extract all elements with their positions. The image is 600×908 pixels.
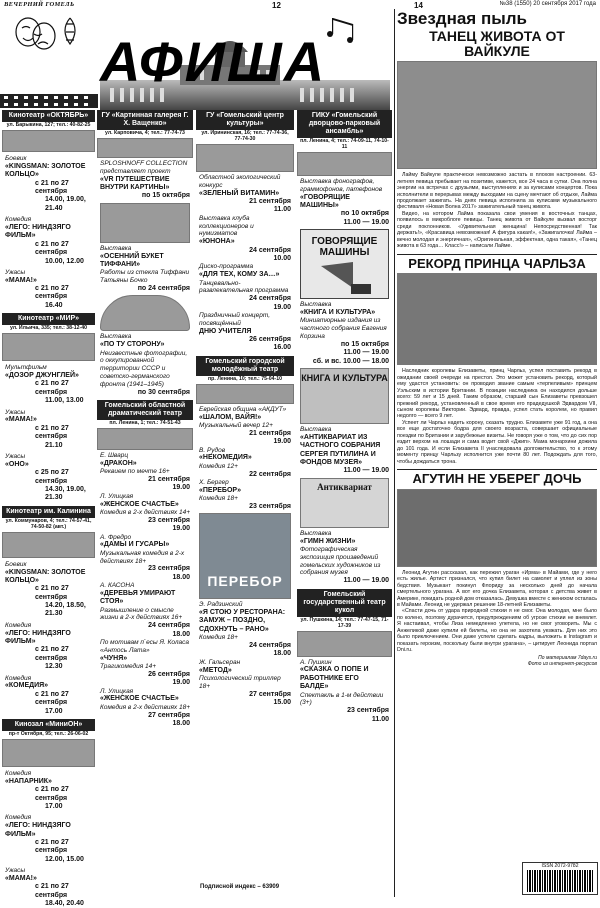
item-genre: Комедия 18+ [199, 495, 238, 503]
item-date: 24 сентября [148, 622, 190, 630]
item-title: «СКАЗКА О ПОПЕ И РАБОТНИКЕ ЕГО БАЛДЕ» [300, 666, 369, 691]
item-title: «Я СТОЮ У РЕСТОРАНА: ЗАМУЖ – ПОЗДНО, СДОХНУТЬ – РАНО» [199, 609, 286, 633]
event-list [2, 770, 95, 908]
item-title: «ЮНОНА» [199, 238, 235, 246]
item-date: 21 сентября [148, 476, 190, 483]
item-time: 11.00 [371, 715, 389, 723]
item-author: В. Рудов [199, 446, 226, 454]
item-date: по 10 октября [340, 210, 389, 218]
venue-address: пр. Ленина, 10; тел.: 75-04-10 [208, 375, 282, 382]
item-genre: Реквием по мечте 16+ [100, 468, 170, 476]
item-time: 11.00 — 19.00 [343, 467, 389, 475]
item-time: 19.00 [172, 484, 190, 492]
film-strip-icon [0, 94, 98, 108]
item-date: 26 сентября [148, 670, 190, 678]
credit-line: Фото из интернет-ресурсов [527, 660, 597, 667]
subscription-index: Подписной индекс – 63909 [200, 884, 280, 890]
item-note: SPLOSHNOFF COLLECTION [100, 160, 188, 168]
item-date: 27 сентября [249, 690, 291, 698]
gramophone-icon [301, 258, 394, 298]
item-title: «ЧУНЯ» [100, 654, 128, 662]
masthead [0, 10, 392, 110]
item-date: 24 сентября [249, 295, 291, 303]
item-author: Еврейская община «АКДУТ» [199, 405, 287, 413]
item-time: 11.00 [273, 206, 291, 214]
performance-list [97, 452, 193, 728]
venue-photo [2, 333, 95, 361]
item-date: 23 сентября [148, 516, 190, 524]
barcode-icon [527, 870, 593, 892]
venue-title: Кинозал «МиниОН» [2, 719, 95, 731]
venue-address: пр-т Октября, 95; тел.: 26-06-02 [8, 731, 89, 738]
item-date: по 24 сентября [137, 285, 190, 292]
item-note: Праздничный концерт, посвящённый [199, 311, 271, 327]
article-paragraph: «Спасти дочь от удара природной стихии я не смог. Она молодая, мне было по колено, поэтому дурачится, предупреждениям об угрозе стихии не внемлет. Я настаивал, чтобы Лиза немедленно улетела, но не смог уговорить. Мы с Анжеликой даже купили ей билеты, но она не захотела уезжать. Для них это было приключением. Они даже успели сделать кадры, выложить в Instagram и показать героизм, поскольку были внутри урагана», – цитирует Леонида портал Dni.ru. [397, 608, 597, 654]
item-title: «ЖЕНСКОЕ СЧАСТЬЕ» [100, 695, 179, 703]
item-title: «ДАМЫ И ГУСАРЫ» [100, 541, 170, 549]
item-time: 11.00 — 19.00 [343, 577, 389, 585]
item-title: «ОСЕННИЙ БУКЕТ ТИФФАНИ» [100, 252, 164, 269]
item-time: 19.00 [273, 303, 291, 311]
article-paragraph: Видео, на котором Лайма показала свои умения в восточных танцах, появилось в микроблоге певицы. Танец живота от Вайкуле вызвал восторг среди поклонников. «Удивительная женщина! Непосредственная! Так держать!», «Красавица невозможная! А фигура какая!», «Зажигалочка! Лайма – вечно молодая и энергичная», «Оригинальная, эффектная, одна такая», «Танец живота в 63 года… Класс!» – написали Лайме. [397, 210, 597, 250]
article-paragraph: Лайму Вайкуле практически невозможно застать в плохом настроении. 63-летняя певица пребывает на позитиве, кажется, все 24 часа в сутки. Она полна энергии на встречах с друзьями, выступлениях и за кулисами концертов. Пока исполнители в перерывах между выходами на сцену мечтают об отдыхе, Лайма продолжает зажигать. На днях певица исполнила за кулисами музыкального фестиваля «Новая Волна 2017» зажигательный танец живота. [397, 172, 597, 211]
pereboр-poster [199, 513, 291, 599]
item-genre: Комедия 18+ [199, 634, 238, 642]
item-genre: Музыкальный вечер 12+ [199, 421, 273, 429]
item-date: 23 сентября [249, 502, 291, 510]
celebrity-news-column [397, 10, 597, 667]
venue-title: Кинотеатр «МИР» [2, 313, 95, 325]
event-times: 14.20, 18.50, 21.30 [45, 602, 86, 618]
event-times: 17.00 [45, 707, 63, 715]
item-title: «ДРАКОН» [100, 459, 137, 467]
venue-photo [196, 144, 294, 172]
paper-name: ВЕЧЕРНИЙ ГОМЕЛЬ [4, 1, 75, 8]
item-note: Выставка [300, 529, 332, 537]
event-genre: Боевик [5, 155, 27, 163]
poster-title: КНИГА И КУЛЬТУРА [301, 372, 388, 383]
item-date: по 30 сентября [137, 388, 190, 396]
exhibit-list [97, 160, 193, 397]
venue-photo [297, 152, 392, 176]
antique-poster [300, 478, 389, 528]
item-title: «ГИМН ЖИЗНИ» [300, 537, 356, 545]
event-dates: с 21 по 27 сентября [35, 240, 69, 257]
event-times: 12.30 [45, 663, 63, 671]
event-times: 12.00, 15.00 [45, 855, 84, 863]
event-times: 21.10 [45, 441, 63, 449]
item-description: Танцевально-развлекательная программа [199, 279, 289, 295]
item-genre: Трагикомедия 14+ [100, 663, 156, 671]
item-author: Ж. Гальсеран [199, 658, 241, 666]
item-note: Диско-программа [199, 263, 254, 271]
gramophone-poster [300, 229, 389, 299]
venue-address: ул. Коммунаров, 4; тел.: 74-57-41, 74-50-82 (авт.) [5, 517, 92, 530]
event-title: «ЛЕГО: НИНДЗЯГО ФИЛЬМ» [5, 629, 71, 646]
item-date: 24 сентября [249, 642, 291, 650]
issue-info: №38 (1550) 20 сентября 2017 года [499, 1, 596, 7]
item-genre: Психологический триллер 18+ [199, 675, 281, 690]
event-title: «МАМА!» [5, 416, 37, 424]
venue-photo [2, 739, 95, 767]
event-dates: с 21 по 27 сентября [35, 585, 69, 601]
item-title: «ЗЕЛЕНЫЙ ВИТАМИН» [199, 189, 280, 197]
venue-title: Гомельский государственный театр кукол [297, 589, 392, 617]
event-times: 18.40, 20.40 [45, 900, 84, 908]
event-times: 11.00, 13.00 [45, 397, 84, 405]
item-title: «ГОВОРЯЩИЕ МАШИНЫ» [300, 193, 350, 210]
venue-address: ул. Барыкина, 127; тел.: 40-82-25 [6, 122, 91, 129]
event-dates: с 21 по 27 сентября [35, 285, 69, 301]
event-list [196, 174, 294, 353]
item-genre: Спектакль в 1-м действии (3+) [300, 691, 384, 707]
column-cinemas [2, 110, 95, 908]
performance-list [297, 659, 392, 724]
item-author: Е. Шварц [100, 452, 129, 460]
item-author: Л. Улицкая [100, 687, 134, 695]
item-time: 19.00 [273, 438, 291, 446]
event-times: 14.30, 19.00, 21.30 [45, 485, 86, 502]
item-description: Неизвестные фотографии, о оккупированной территории СССР и советско-германского фронта (1941–1945) [100, 349, 188, 388]
event-genre: Комедия [5, 770, 32, 777]
item-date: 23 сентября [347, 707, 389, 715]
venue-address: ул. Карповича, 4; тел.: 77-74-73 [105, 130, 185, 137]
event-list [2, 155, 95, 310]
article-paragraph: Наследник королевы Елизаветы, принц Чарльз, успел поставить рекорд в ожидании своей очереди на престол. Это может установить рекорд, который ему удастся установить: он проводил звание самым «терпеливым» принцем Уэльским в истории Британии. В позиции наследника он находился дольше всего: 59 лет и 15 дней. Таким образом, старший сын Елизаветы превзошел прежний рекорд, установленный в свое время его прадедушкой Эдвардом VII, сыном королевы Виктории. Эдвард, правда, успел стать королем, но правил недолго — всего 9 лет. [397, 368, 597, 420]
venue-title: Гомельский городской молодёжный театр [196, 356, 294, 376]
event-title: «ЛЕГО: НИНДЗЯГО ФИЛЬМ» [5, 822, 71, 838]
event-genre: Комедия [5, 674, 32, 682]
event-genre: Мультфильм [5, 364, 47, 372]
item-author: Л. Улицкая [100, 492, 134, 500]
item-title: «АНТИКВАРИАТ ИЗ ЧАСТНОГО СОБРАНИЯ СЕРГЕЯ ПУТИЛИНА И ФОНДОВ МУЗЕЯ» [300, 433, 381, 466]
venue-address: ул. Ирининская, 16; тел.: 77-74-36, 77-74-30 [201, 130, 289, 143]
item-time: 18.00 [172, 573, 190, 581]
page-number-right: 14 [414, 1, 423, 10]
item-title: «КНИГА И КУЛЬТУРА» [300, 309, 376, 317]
venue-photo [97, 138, 193, 158]
item-note: Выставка [100, 244, 132, 252]
event-genre: Ужасы [5, 268, 26, 276]
event-title: «ДОЗОР ДЖУНГЛЕЙ» [5, 372, 79, 380]
item-title: «ШАЛОМ, ВАЙЯ!» [199, 413, 262, 421]
event-dates: с 21 по 27 сентября [35, 838, 69, 855]
event-genre: Ужасы [5, 867, 26, 875]
poster-title: ПЕРЕБОР [207, 573, 283, 590]
item-genre: Комедия 12+ [199, 462, 238, 470]
poster-title: ГОВОРЯЩИЕ МАШИНЫ [311, 236, 378, 259]
rubric-title: Звездная пыль [397, 9, 527, 28]
item-title: «ПО ТУ СТОРОНУ» [100, 341, 165, 349]
event-genre: Боевик [5, 560, 27, 568]
venue-photo [2, 532, 95, 558]
venue-title: ГУ «Гомельский центр культуры» [196, 110, 294, 130]
article-paragraph: Успеет ли Чарльз надеть корону, сказать трудно. Елизавете уже 91 год, а она все еще достаточно бодра для своего возраста, совершает официальные поездки по Британии и зарубежные визиты. Не говоря уже о том, что до сих пор ездит верхом на лошади и сама водит свой «Джип». Мама монархини дожила до 101 года. И если Елизавета II унаследовала долгожительство, то к этому моменту принцу Чарльзу исполнится уже почти 80 лет. Подождать для того, чтобы дождаться трона. [397, 419, 597, 465]
item-time: 18.00 [273, 650, 291, 658]
item-date: 21 сентября [249, 429, 291, 437]
venue-photo [297, 631, 392, 657]
event-title: «МАМА!» [5, 874, 37, 882]
event-genre: Комедия [5, 621, 32, 629]
venue-title: ГУ «Картинная галерея Г. Х. Ващенко» [97, 110, 193, 130]
item-time: 15.00 [273, 698, 291, 706]
item-date: 26 сентября [249, 335, 291, 343]
item-note: Выставка [300, 301, 332, 309]
event-dates: с 21 по 27 сентября [35, 883, 69, 899]
venue-address: ул. Ильича, 335; тел.: 38-12-40 [9, 325, 88, 332]
article-title: АГУТИН НЕ УБЕРЕГ ДОЧЬ [397, 469, 597, 486]
event-times: 10.00, 12.00 [45, 257, 84, 265]
item-time-weekend: сб. и вс. 10.00 — 18.00 [312, 357, 389, 365]
item-title: «ПЕРЕБОР» [199, 486, 241, 494]
event-times: 14.00, 19.00, 21.40 [45, 196, 86, 212]
item-title: «VR ПУТЕШЕСТВИЕ ВНУТРИ КАРТИНЫ» [100, 175, 170, 192]
item-time: 11.00 — 19.00 [343, 218, 389, 226]
item-genre: Размышление о смысле жизни в 2-х действиях 16+ [100, 606, 183, 622]
item-time: 18.00 [172, 720, 190, 727]
item-description: Фотографическая экспозиция произведений гомельских художников из собрания музея [300, 545, 381, 577]
performance-list [196, 406, 294, 708]
article-title: ТАНЕЦ ЖИВОТА ОТ ВАЙКУЛЕ [429, 27, 565, 59]
item-author: Э. Радзинский [199, 601, 243, 609]
event-title: «ОНО» [5, 460, 29, 468]
item-genre: Музыкальная комедия в 2-х действиях 18+ [100, 549, 185, 565]
item-author: А. Пушкин [300, 658, 332, 666]
event-title: «KINGSMAN: ЗОЛОТОЕ КОЛЬЦО» [5, 568, 86, 584]
venue-photo [2, 130, 95, 152]
item-time: 19.00 [172, 679, 190, 687]
item-date: 23 сентября [148, 565, 190, 573]
event-dates: с 21 по 27 сентября [35, 179, 69, 195]
item-date: по 15 октября [340, 340, 389, 348]
exhibit-photo [100, 203, 190, 243]
event-title: «НАПАРНИК» [5, 777, 52, 785]
page-number-left: 12 [272, 1, 281, 10]
item-time: 11.00 — 19.00 [343, 349, 389, 357]
venue-photo [97, 428, 193, 450]
item-note: Выставка фонографов, граммофонов, патефонов [300, 178, 383, 193]
column-gallery-drama [97, 110, 193, 728]
event-dates: с 21 по 27 сентября [35, 424, 69, 441]
item-date: 27 сентября [148, 711, 190, 719]
item-note: Выставка [100, 333, 132, 341]
book-exhibit-poster [300, 368, 389, 424]
item-author: А. Фредро [100, 533, 132, 541]
poster-title: Антиквариат [317, 481, 372, 492]
event-title: «ЛЕГО: НИНДЗЯГО ФИЛЬМ» [5, 223, 71, 240]
item-note: Выставка клуба коллекционеров и нумизматов [199, 214, 254, 238]
item-title: «ДЕРЕВЬЯ УМИРАЮТ СТОЯ» [100, 589, 176, 606]
event-times: 17.00 [45, 802, 63, 810]
exhibit-list [297, 178, 392, 585]
item-note: представляет проект [100, 167, 171, 175]
item-note: Областной экологический конкурс [199, 174, 281, 189]
item-genre: Комедия в 2-х действиях 18+ [100, 703, 191, 711]
divider [394, 9, 395, 897]
agutin-photo [397, 489, 597, 567]
item-date: 24 сентября [249, 246, 291, 254]
article-paragraph: Леонид Агутин рассказал, как пережил ураган «Ирма» в Майами, где у него есть жилье. Артист признался, что купил билет на самолет и уплел из зоны бедствия. Музыкант покинул Флориду за несколько дней до начала смертельного урагана. А вот его дочка Елизавета, которая с детства живет в Америке, покидать родной дом отказалась. Девушка вместе с женихом осталась в Майами. Леонид не удержал решение 18-летней Елизаветы. [397, 569, 597, 608]
item-time: 19.00 [172, 525, 190, 533]
event-genre: Комедия [5, 814, 32, 822]
item-title: «НЕКОМЕДИЯ» [199, 454, 252, 462]
item-author: Х. Бергер [199, 478, 229, 486]
item-genre: Комедия в 2-х действиях 14+ [100, 508, 191, 516]
item-time: 18.00 [172, 630, 190, 638]
venue-title: ГИКУ «Гомельский дворцово-парковый ансамбль» [297, 110, 392, 138]
item-title: «ЖЕНСКОЕ СЧАСТЬЕ» [100, 500, 179, 508]
masthead-title: АФИША [100, 30, 327, 93]
venue-photo [196, 384, 294, 404]
venue-address: ул. Пушкина, 14; тел.: 77-47-15, 71-17-39 [300, 616, 389, 629]
prince-charles-photo [397, 273, 597, 365]
barcode [522, 862, 598, 895]
event-dates: с 21 по 27 сентября [35, 690, 69, 707]
event-dates: с 25 по 27 сентября [35, 469, 69, 485]
event-genre: Комедия [5, 216, 32, 224]
item-date: 22 сентября [249, 470, 291, 478]
item-note: Выставка [300, 425, 332, 433]
vaikule-photo [397, 61, 597, 169]
credit-line: По материалам 7days.ru [538, 654, 597, 661]
issn-label: ISSN 2072-9782 [541, 863, 579, 869]
event-dates: с 21 по 27 сентября [35, 786, 69, 802]
venue-title: Гомельский областной драматический театр [97, 400, 193, 420]
item-description: Работы из стекла Тиффани Татьяны Бочко [100, 269, 190, 285]
venue-title: Кинотеатр им. Калинина [2, 506, 95, 518]
event-dates: с 21 по 27 сентября [35, 646, 69, 662]
event-title: «KINGSMAN: ЗОЛОТОЕ КОЛЬЦО» [5, 162, 86, 179]
venue-title: Кинотеатр «ОКТЯБРЬ» [2, 110, 95, 122]
item-date: 21 сентября [249, 198, 291, 206]
item-description: Миниатюрные издания из частного собрания Евгения Корзина [300, 317, 387, 341]
tiffany-lamp-photo [100, 295, 190, 331]
item-title: ДНЮ УЧИТЕЛЯ [199, 327, 252, 335]
column-palace-puppet [297, 110, 392, 724]
column-culture-youth [196, 110, 294, 707]
item-time: 10.00 [273, 254, 291, 262]
event-list [2, 364, 95, 502]
item-author: По мотивам п`есы Я. Коласа «Антось Лата» [100, 639, 189, 654]
event-times: 16.40 [45, 301, 63, 309]
item-date: по 15 октября [141, 192, 190, 200]
event-genre: Ужасы [5, 408, 26, 416]
venue-address: пл. Ленина, 1; тел.: 74-51-43 [109, 420, 181, 427]
item-time: 16.00 [273, 344, 291, 352]
item-title: «МЕТОД» [199, 666, 232, 674]
item-author: А. КАСОНА [100, 582, 135, 590]
event-list [2, 561, 95, 716]
event-title: «МАМА!» [5, 276, 37, 284]
article-title: РЕКОРД ПРИНЦА ЧАРЛЬЗА [397, 254, 597, 271]
event-title: «КОМЕДИЯ» [5, 682, 49, 690]
venue-address: пл. Ленина, 4; тел.: 74-09-11, 74-10-11 [300, 138, 389, 151]
event-genre: Ужасы [5, 453, 26, 460]
event-dates: с 21 по 27 сентября [35, 380, 69, 396]
item-title: «ДЛЯ ТЕХ, КОМУ ЗА…» [199, 271, 280, 279]
